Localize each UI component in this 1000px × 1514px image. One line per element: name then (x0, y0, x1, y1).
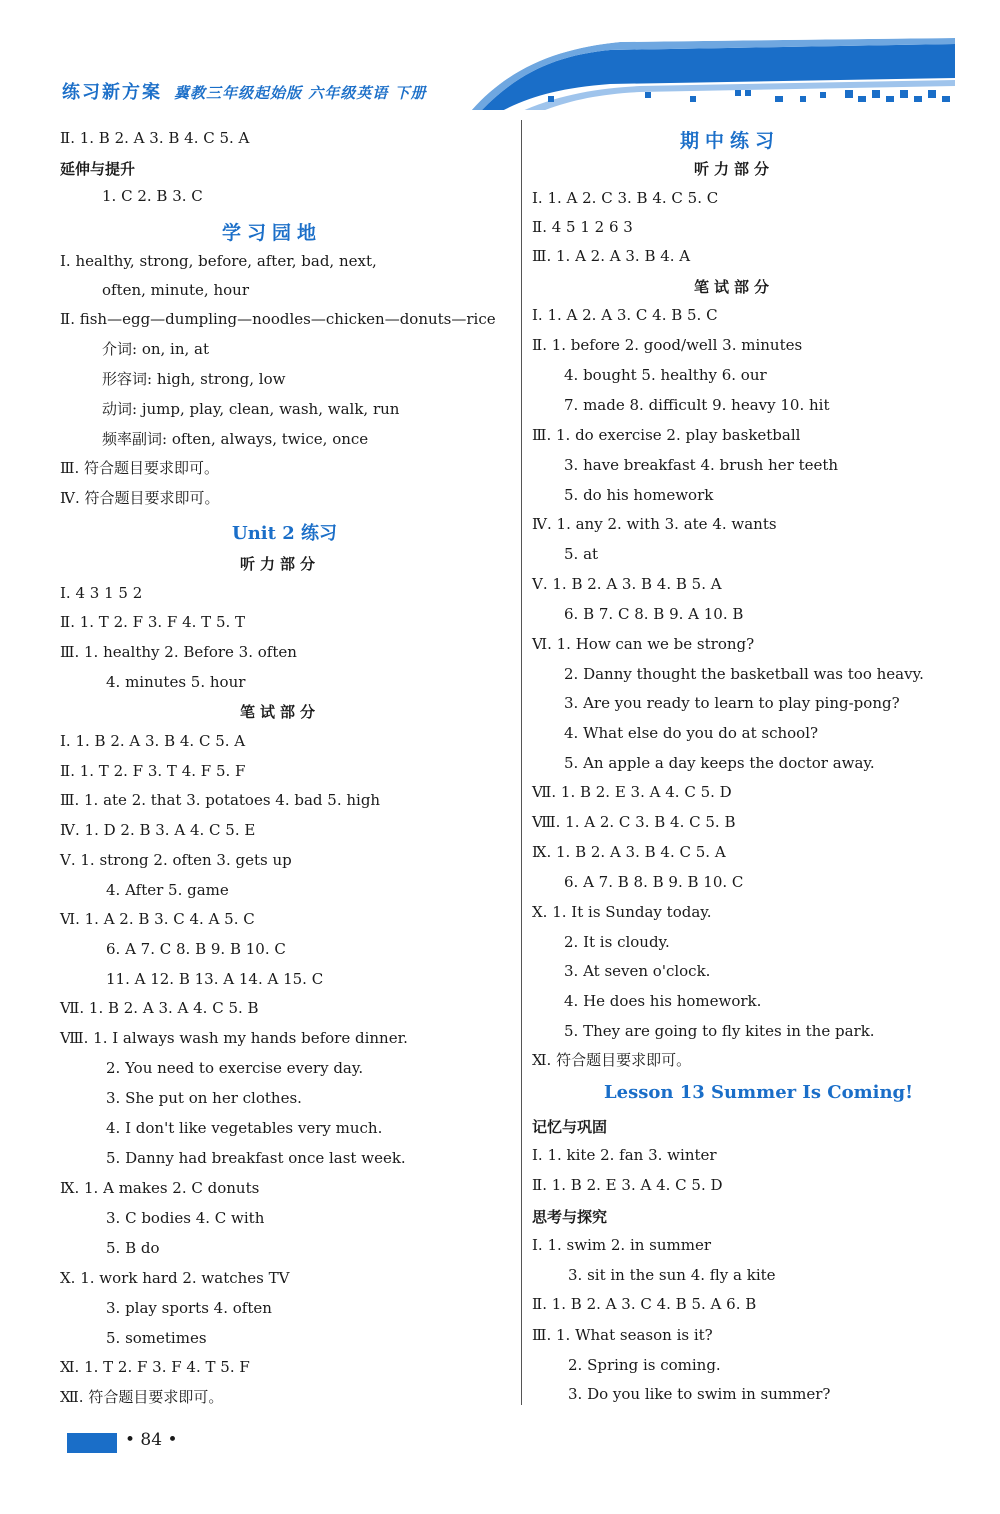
answer-line: Ⅳ. 1. D 2. B 3. A 4. C 5. E (60, 821, 256, 839)
column-divider (521, 120, 522, 1405)
answer-line: 3. C bodies 4. C with (106, 1209, 265, 1227)
answer-line: Ⅲ. 1. do exercise 2. play basketball (532, 426, 801, 444)
subsection-heading: 听力部分 (694, 160, 775, 178)
subsection-heading: 笔试部分 (694, 278, 775, 296)
answer-line: 5. Danny had breakfast once last week. (106, 1149, 406, 1167)
answer-line: Ⅰ. 1. B 2. A 3. B 4. C 5. A (60, 732, 246, 750)
answer-line: 5. do his homework (564, 486, 714, 504)
section-label: 记忆与巩固 (532, 1118, 608, 1136)
answer-line: 3. play sports 4. often (106, 1299, 272, 1317)
answer-line: 频率副词: often, always, twice, once (102, 430, 369, 448)
answer-line: 3. sit in the sun 4. fly a kite (568, 1266, 776, 1284)
answer-line: Ⅰ. 1. A 2. C 3. B 4. C 5. C (532, 189, 719, 207)
answer-line: Ⅱ. 1. before 2. good/well 3. minutes (532, 336, 803, 354)
answer-line: Ⅰ. 1. swim 2. in summer (532, 1236, 712, 1254)
answer-line: 介词: on, in, at (102, 340, 210, 358)
answer-line: 4. minutes 5. hour (106, 673, 246, 691)
answer-line: 6. A 7. B 8. B 9. B 10. C (564, 873, 744, 891)
answer-line: Ⅲ. 1. What season is it? (532, 1326, 713, 1344)
answer-line: Ⅰ. healthy, strong, before, after, bad, next, (60, 252, 377, 270)
answer-line: 4. bought 5. healthy 6. our (564, 366, 767, 384)
book-title-subtitle: 冀教三年级起始版 六年级英语 下册 (174, 84, 427, 102)
answer-line: Ⅱ. 1. T 2. F 3. F 4. T 5. T (60, 613, 246, 631)
page-header (0, 0, 1000, 110)
answer-line: Ⅺ. 1. T 2. F 3. F 4. T 5. F (60, 1358, 250, 1376)
answer-line: Ⅲ. 1. healthy 2. Before 3. often (60, 643, 297, 661)
answer-line: Ⅹ. 1. It is Sunday today. (532, 903, 712, 921)
answer-line: Ⅳ. 1. any 2. with 3. ate 4. wants (532, 515, 777, 533)
page-number-tab (67, 1433, 117, 1453)
answer-line: 3. Are you ready to learn to play ping-pong? (564, 694, 900, 712)
answer-line: Ⅱ. 1. B 2. A 3. B 4. C 5. A (60, 129, 250, 147)
answer-line: Ⅱ. 1. B 2. E 3. A 4. C 5. D (532, 1176, 723, 1194)
answer-line: 动词: jump, play, clean, wash, walk, run (102, 400, 400, 418)
answer-line: Ⅱ. fish—egg—dumpling—noodles—chicken—donuts—rice (60, 310, 496, 328)
answer-line: Ⅺ. 符合题目要求即可。 (532, 1051, 692, 1069)
answer-line: 7. made 8. difficult 9. heavy 10. hit (564, 396, 830, 414)
answer-line: 5. They are going to fly kites in the park. (564, 1022, 875, 1040)
answer-line: 6. B 7. C 8. B 9. A 10. B (564, 605, 744, 623)
answer-line: 形容词: high, strong, low (102, 370, 286, 388)
book-title-main: 练习新方案 (62, 82, 162, 103)
page-number: • 84 • (125, 1430, 178, 1450)
answer-line: 3. have breakfast 4. brush her teeth (564, 456, 839, 474)
answer-line: 1. C 2. B 3. C (102, 187, 203, 205)
answer-line: 3. At seven o'clock. (564, 962, 711, 980)
answer-line: Ⅸ. 1. B 2. A 3. B 4. C 5. A (532, 843, 726, 861)
book-title (62, 78, 426, 104)
answer-line: Ⅵ. 1. A 2. B 3. C 4. A 5. C (60, 910, 255, 928)
answer-line: 5. sometimes (106, 1329, 207, 1347)
answer-line: 4. I don't like vegetables very much. (106, 1119, 383, 1137)
answer-line: 11. A 12. B 13. A 14. A 15. C (106, 970, 324, 988)
answer-line: Ⅸ. 1. A makes 2. C donuts (60, 1179, 260, 1197)
answer-line: 4. He does his homework. (564, 992, 762, 1010)
answer-line: Ⅶ. 1. B 2. E 3. A 4. C 5. D (532, 783, 732, 801)
answer-line: Ⅲ. 1. A 2. A 3. B 4. A (532, 247, 691, 265)
section-heading: 期中练习 (680, 130, 781, 152)
answer-line: Ⅲ. 符合题目要求即可。 (60, 459, 220, 477)
section-label: 思考与探究 (532, 1208, 608, 1226)
answer-line: often, minute, hour (102, 281, 249, 299)
answer-line: 2. It is cloudy. (564, 933, 670, 951)
answer-line: 5. at (564, 545, 599, 563)
section-heading: Unit 2 练习 (232, 523, 337, 544)
answer-line: Ⅹ. 1. work hard 2. watches TV (60, 1269, 290, 1287)
answer-line: Ⅱ. 4 5 1 2 6 3 (532, 218, 633, 236)
answer-line: Ⅱ. 1. B 2. A 3. C 4. B 5. A 6. B (532, 1295, 757, 1313)
answer-line: Ⅰ. 1. kite 2. fan 3. winter (532, 1146, 717, 1164)
answer-line: 4. After 5. game (106, 881, 229, 899)
answer-line: Ⅰ. 1. A 2. A 3. C 4. B 5. C (532, 306, 718, 324)
answer-line: Ⅶ. 1. B 2. A 3. A 4. C 5. B (60, 999, 259, 1017)
section-heading: Lesson 13 Summer Is Coming! (604, 1082, 914, 1103)
answer-line: 2. You need to exercise every day. (106, 1059, 364, 1077)
answer-line: Ⅵ. 1. How can we be strong? (532, 635, 755, 653)
answer-line: Ⅷ. 1. A 2. C 3. B 4. C 5. B (532, 813, 736, 831)
answer-line: Ⅱ. 1. T 2. F 3. T 4. F 5. F (60, 762, 246, 780)
answer-line: Ⅴ. 1. B 2. A 3. B 4. B 5. A (532, 575, 722, 593)
answer-line: Ⅻ. 符合题目要求即可。 (60, 1388, 224, 1406)
section-heading: 学习园地 (222, 222, 323, 244)
answer-line: Ⅴ. 1. strong 2. often 3. gets up (60, 851, 292, 869)
answer-line: 2. Spring is coming. (568, 1356, 721, 1374)
answer-line: 2. Danny thought the basketball was too heavy. (564, 665, 924, 683)
subsection-heading: 听力部分 (240, 555, 321, 573)
answer-line: 6. A 7. C 8. B 9. B 10. C (106, 940, 286, 958)
answer-line: Ⅷ. 1. I always wash my hands before dinner. (60, 1029, 408, 1047)
section-label: 延伸与提升 (60, 160, 136, 178)
answer-line: 3. She put on her clothes. (106, 1089, 302, 1107)
answer-line: 3. Do you like to swim in summer? (568, 1385, 831, 1403)
answer-line: 5. B do (106, 1239, 160, 1257)
answer-line: Ⅳ. 符合题目要求即可。 (60, 489, 220, 507)
subsection-heading: 笔试部分 (240, 703, 321, 721)
answer-line: 5. An apple a day keeps the doctor away. (564, 754, 875, 772)
answer-line: Ⅰ. 4 3 1 5 2 (60, 584, 143, 602)
answer-line: 4. What else do you do at school? (564, 724, 819, 742)
answer-line: Ⅲ. 1. ate 2. that 3. potatoes 4. bad 5. high (60, 791, 381, 809)
